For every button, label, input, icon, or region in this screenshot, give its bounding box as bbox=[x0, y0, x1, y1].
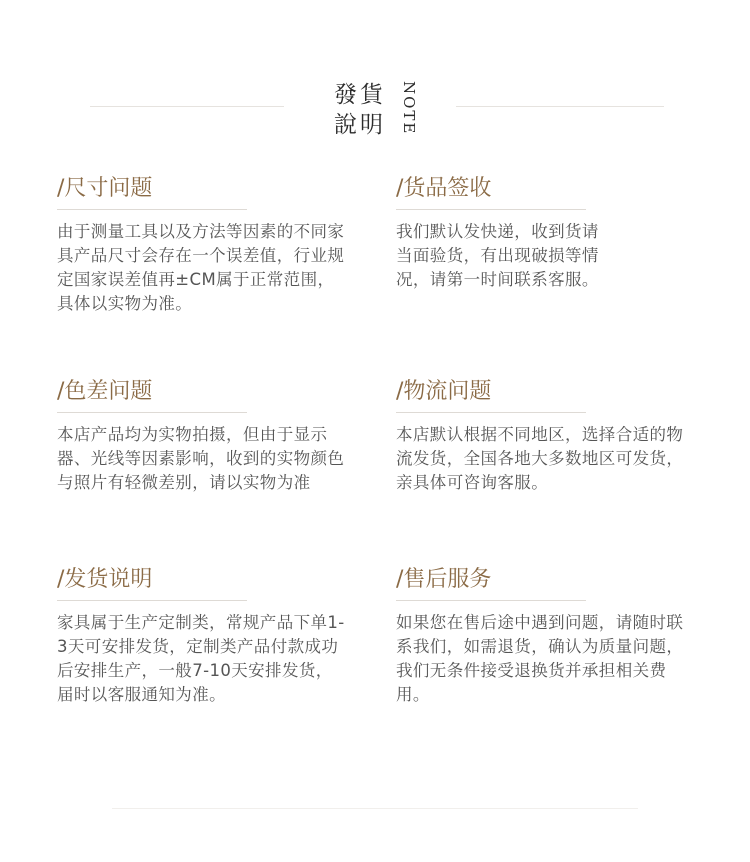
header-divider-left bbox=[90, 106, 284, 107]
section-title: /色差问题 bbox=[57, 379, 153, 404]
section-title: /发货说明 bbox=[57, 567, 153, 592]
page-header bbox=[0, 0, 750, 150]
section-title: /尺寸问题 bbox=[57, 176, 153, 201]
section-color bbox=[57, 378, 357, 495]
section-after-sales bbox=[396, 566, 696, 707]
section-shipping bbox=[57, 566, 357, 707]
section-body: 我们默认发快递，收到货请当面验货，有出现破损等情况，请第一时间联系客服。 bbox=[396, 222, 599, 289]
section-logistics bbox=[396, 378, 696, 495]
section-body: 家具属于生产定制类，常规产品下单1-3天可安排发货，定制类产品付款成功后安排生产，一般7-10天安排发货，届时以客服通知为准。 bbox=[57, 613, 345, 704]
section-body: 本店默认根据不同地区，选择合适的物流发货，全国各地大多数地区可发货，亲具体可咨询客服。 bbox=[396, 425, 684, 492]
section-underline bbox=[396, 209, 586, 210]
section-size bbox=[57, 175, 357, 316]
section-body: 本店产品均为实物拍摄，但由于显示器、光线等因素影响，收到的实物颜色与照片有轻微差别，请以实物为准 bbox=[57, 425, 345, 492]
header-divider-right bbox=[456, 106, 664, 107]
footer-divider bbox=[112, 808, 638, 809]
section-body: 如果您在售后途中遇到问题，请随时联系我们，如需退货，确认为质量问题，我们无条件接受退换货并承担相关费用。 bbox=[396, 613, 684, 704]
page-title-line1: 發貨 bbox=[334, 82, 386, 108]
section-body: 由于测量工具以及方法等因素的不同家具产品尺寸会存在一个误差值，行业规定国家误差值再±CM属于正常范围，具体以实物为准。 bbox=[57, 222, 345, 313]
section-underline bbox=[396, 412, 586, 413]
section-receipt bbox=[396, 175, 696, 292]
section-underline bbox=[396, 600, 586, 601]
section-underline bbox=[57, 600, 247, 601]
page-title-line2: 說明 bbox=[334, 112, 386, 138]
section-underline bbox=[57, 209, 247, 210]
page-title-en: NOTE bbox=[400, 81, 418, 136]
section-title: /物流问题 bbox=[396, 379, 492, 404]
page-title bbox=[334, 80, 394, 140]
section-underline bbox=[57, 412, 247, 413]
section-title: /售后服务 bbox=[396, 567, 492, 592]
section-title: /货品签收 bbox=[396, 176, 492, 201]
